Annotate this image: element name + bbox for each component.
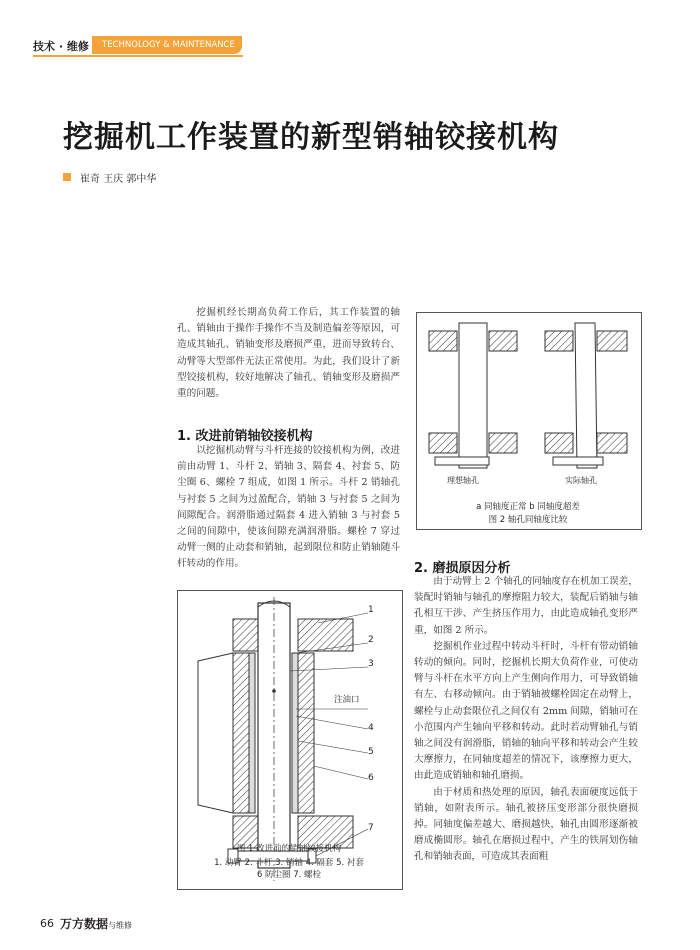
figure-2-drawing [417,313,641,529]
actual-plate-top-left [545,331,573,351]
ideal-plate-top-right [489,331,517,351]
section2-para-1: 由于动臂上 2 个轴孔的同轴度存在机加工误差，装配时销轴与轴孔的摩擦阻力较大，装配后销轴与轴孔相互干涉、产生挤压作用力，由此造成轴孔变形严重，如图 2 所示。 [414,576,638,636]
actual-plate-bottom-right [597,433,627,453]
oil-port-label: 注油口 [334,695,360,705]
leader-6 [314,766,368,779]
callout-7: 7 [368,823,374,833]
callout-1: 1 [368,605,374,615]
figure-1-legend-line1: 1. 动臂 2. 斗杆 3. 销轴 4. 隔套 5. 衬套 [214,858,364,868]
section2-para-2: 挖掘机作业过程中转动斗杆时，斗杆有带动销轴转动的倾向。同时，挖掘机长期大负荷作业，可使动臂与斗杆在水平方向上产生侧向作用力，可导致销轴有左、右移动倾向。由于销轴被螺栓固定在动臂上，螺栓与止动套限位孔之间仅有 2mm 间隙，销轴可在小范围内产生轴向平移和转动。此时若动臂轴孔与销轴之间没有润滑脂，销轴的轴向平移和转动会产生较大摩擦力，在同轴度超差的情况下，该摩擦力更大，由此造成销轴和轴孔磨损。 [414,640,638,782]
callout-4: 4 [368,723,374,733]
ideal-pin [459,323,487,468]
bushing-left [249,653,255,813]
actual-plate-top-right [597,331,627,351]
section1-text: 以挖掘机动臂与斗杆连接的铰接机构为例，改进前由动臂 1、斗杆 2、销轴 3、隔套 4、衬套 5、防尘圈 6、螺栓 7 组成，如图 1 所示。斗杆 2 销轴孔与衬套 5 之间为过盈配合，销轴 3 与衬套 5 之间为间隙配合。润滑脂通过隔套 4 进入销轴 3 与衬套 5 之间的间隙中，使该间隙充满润滑脂。螺栓 7 穿过动臂一侧的止动套和销轴，起到限位和防止销轴随斗杆转动的作用。 [177,445,400,570]
section1-heading: 1. 改进前销轴铰接机构 [177,429,313,444]
section-category-en: TECHNOLOGY & MAINTENANCE [92,36,242,54]
callout-2: 2 [368,635,374,645]
stick-wall-left [233,653,249,813]
ideal-plate-top-left [429,331,457,351]
figure-1-caption: 图 1 改进前的销轴铰接机构 [236,844,342,854]
intro-paragraph [177,305,400,402]
article-authors: 崔奇 王庆 郭中华 [80,174,157,185]
section2-paragraphs [414,574,638,866]
oil-port-dot [272,689,276,693]
callout-5: 5 [368,747,374,757]
footer-brand [60,915,132,932]
figure-2-caption: 图 2 轴孔同轴度比较 [488,515,568,525]
figure-2-subcaption: a 同轴度正常 b 同轴度超差 [476,502,580,512]
figure-1-legend-line2: 6 防尘圈 7. 螺栓 [256,870,322,880]
figure-2 [416,312,642,530]
actual-pin [575,323,597,468]
intro-text: 挖掘机经长期高负荷工作后，其工作装置的轴孔、销轴由于操作手操作不当及制造偏差等原因，可造成其轴孔、销轴变形及磨损严重，进而导致转台、动臂等大型部件无法正常使用。为此，我们设计了新型铰接机构，较好地解决了轴孔、销轴变形及磨损严重的问题。 [177,307,400,400]
callout-3: 3 [368,659,374,669]
article-title: 挖掘机工作装置的新型销轴铰接机构 [63,120,559,155]
section2-para-3: 由于材质和热处理的原因，轴孔表面硬度远低于销轴，如附表所示。轴孔被挤压变形部分很快磨损掉。同轴度偏差越大、磨损越快，轴孔由圆形逐渐被磨成椭圆形。轴孔在磨损过程中，产生的铁屑划伤轴孔和销轴表面，可造成其表面粗 [414,786,638,863]
header-rule [33,55,243,57]
bushing-right [292,653,298,813]
ideal-plate-bottom-right [489,433,517,453]
section1-paragraph [177,443,400,573]
footer-brand-name: 万方数据 [60,917,109,931]
page-number: 66 [40,917,54,930]
ideal-bolt [435,457,489,465]
stick-wall-right [298,653,314,813]
footer-brand-suffix: 与维修 [108,921,133,930]
stick-arm [198,653,233,813]
section-category: 技术 · 维修 [33,40,89,53]
section2-heading: 2. 磨损原因分析 [414,561,511,576]
callout-6: 6 [368,773,374,783]
ideal-plate-bottom-left [429,433,457,453]
actual-bolt [553,457,603,465]
author-marker [63,173,71,181]
label-ideal-bore: 理想轴孔 [447,476,479,485]
actual-plate-bottom-left [545,433,573,453]
label-actual-bore: 实际轴孔 [565,476,597,485]
